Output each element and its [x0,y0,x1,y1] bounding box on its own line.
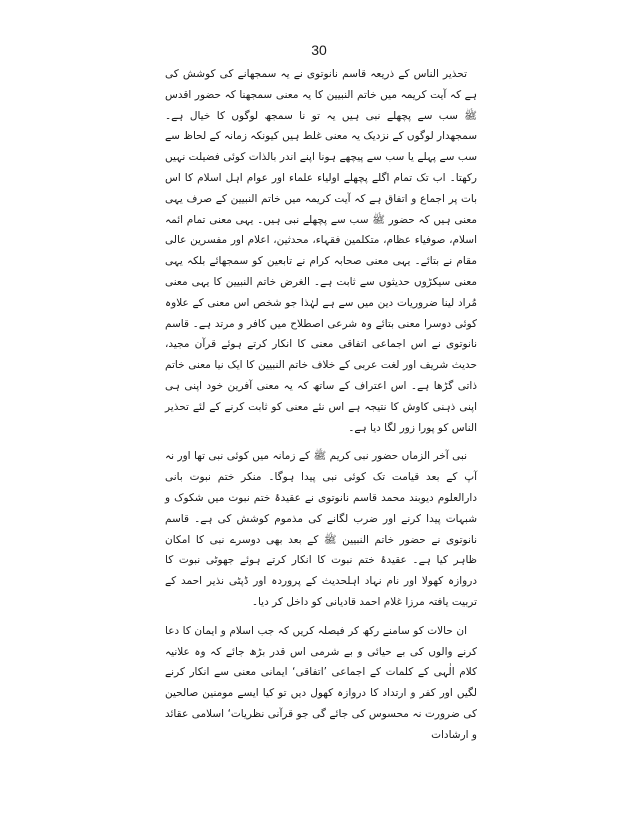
paragraph-1: تحذیر الناس کے ذریعہ قاسم نانوتوی نے یہ سمجھانے کی کوشش کی ہے کہ آیت کریمہ میں خاتم النبیین کا یہ معنی سمجھنا کہ حضور اقدس ﷺ سب سے پچھلے نبی ہیں یہ تو نا سمجھ لوگوں کا خیال ہے۔ سمجھدار لوگوں کے نزدیک یہ معنی غلط ہیں کیونکہ زمانہ کے لحاظ سے سب سے پہلے یا سب سے پیچھے ہونا اپنے اندر بالذات کوئی فضیلت نہیں رکھتا۔ اب تک تمام اگلے پچھلے اولیاء علماء اور عوام اہل اسلام کا اس بات پر اجماع و اتفاق ہے کہ آیت کریمہ میں خاتم النبیین کے صرف یہی معنی ہیں کہ حضور ﷺ سب سے پچھلے نبی ہیں۔ یہی معنی تمام ائمہ اسلام، صوفیاء عظام، متکلمین فقہاء، محدثین، اعلام اور مفسرین عالی مقام نے بتائے۔ یہی معنی صحابہ کرام نے تابعین کو سمجھائے بلکہ یہی معنی سیکڑوں حدیثوں سے ثابت ہے۔ الغرض خاتم النبیین کا یہی معنی مُراد لینا ضروریات دین میں سے ہے لہٰذا جو شخص اس معنی کے علاوہ کوئی دوسرا معنی بتائے وہ شرعی اصطلاح میں کافر و مرتد ہے۔ قاسم نانوتوی نے اس اجماعی اتفاقی معنی کا انکار کرتے ہوئے قرآن مجید، حدیث شریف اور لغت عربی کے خلاف خاتم النبیین کا ایک نیا معنی خاتم ذاتی گڑھا ہے۔ اس اعتراف کے ساتھ کہ یہ معنی آفرین خود اپنی ہی اپنی ذہنی کاوش کا نتیجہ ہے اس نئے معنی کو ثابت کرنے کے لئے تحذیر الناس کو پورا زور لگا دیا ہے۔ [164,68,477,434]
page-body-text [165,64,477,746]
paragraph-3: ان حالات کو سامنے رکھ کر فیصلہ کریں کہ جب اسلام و ایمان کا دعا کرنے والوں کی بے حیائی و بے شرمی اس قدر بڑھ جائے کہ وہ علانیہ کلام الٰہی کے کلمات کے اجماعی ’اتفاقی‘ ایمانی معنی سے انکار کرنے لگیں اور کفر و ارتداد کا دروازہ کھول دیں تو کیا ایسے مومنین صالحین کی ضرورت نہ محسوس کی جائے گی جو قرآنی نظریات‘ اسلامی عقائد و ارشادات [165,624,477,741]
paragraph-2: نبی آخر الزماں حضور نبی کریم ﷺ کے زمانہ میں کوئی نبی تھا اور نہ آپ کے بعد قیامت تک کوئی نبی پیدا ہوگا۔ منکر ختم نبوت بانی دارالعلوم دیوبند محمد قاسم نانوتوی نے عقیدۂ ختم نبوت میں شکوک و شبہات پیدا کرنے اور ضرب لگانے کی مذموم کوشش کی ہے۔ قاسم نانوتوی نے حضور خاتم النبیین ﷺ کے بعد بھی دوسرے نبی کا امکان ظاہر کیا ہے۔ عقیدۂ ختم نبوت کا انکار کرتے ہوئے جھوٹی نبوت کا دروازہ کھولا اور نام نہاد اہلحدیث کے پروردہ اور ڈپٹی نذیر احمد کے تربیت یافتہ مرزا غلام احمد قادیانی کو داخل کر دیا۔ [165,450,477,608]
page-number: 30 [311,42,327,58]
